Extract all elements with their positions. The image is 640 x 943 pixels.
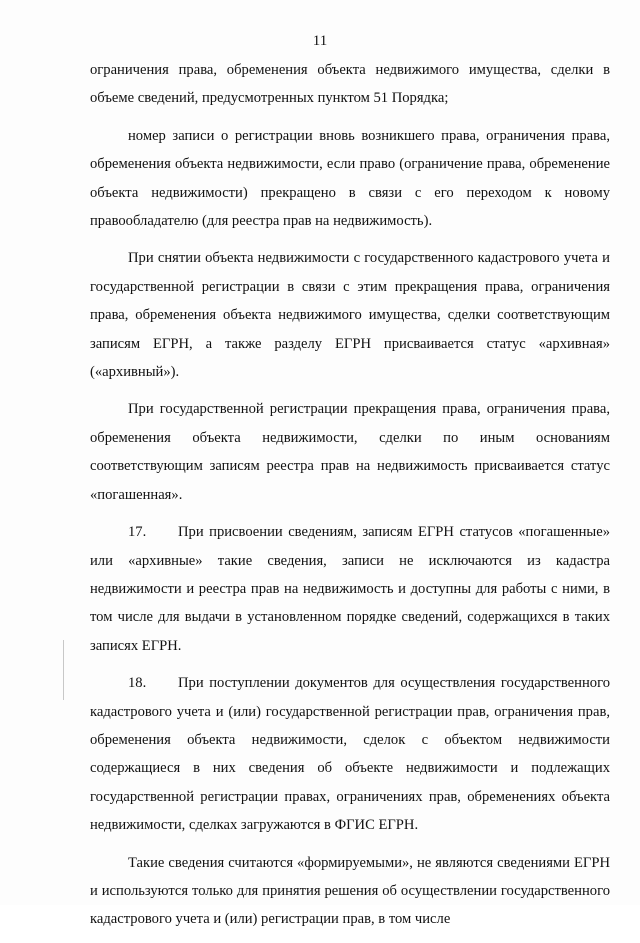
clause-number: 17. (128, 524, 147, 541)
clause-18 (90, 669, 610, 839)
paragraph-text: При поступлении документов для осуществления государственного кадастрового учета и (или) государственной регистрации прав, ограничения прав, обременения объекта недвижимости, сделок с объектом недвижимости содержащиеся в них сведения об объекте недвижимости и подлежащих государственной регистрации правах, ограничениях прав, обременениях объекта недвижимости, сделках загружаются в ФГИС ЕГРН. (90, 675, 610, 834)
document-body (90, 56, 610, 943)
paragraph-text: При присвоении сведениям, записям ЕГРН статусов «погашенные» или «архивные» такие сведения, записи не исключаются из кадастра недвижимости и реестра прав на недвижимость и доступны для работы с ними, в том числе для выдачи в установленном порядке сведений, содержащихся в таких записях ЕГРН. (90, 524, 610, 654)
paragraph-text: ограничения права, обременения объекта недвижимого имущества, сделки в объеме сведений, предусмотренных пунктом 51 Порядка; (90, 62, 610, 107)
paragraph-record-number (90, 122, 610, 236)
paragraph-text: При государственной регистрации прекращения права, ограничения права, обременения объекта недвижимости, сделки по иным основаниям соответствующим записям реестра прав на недвижимость присваивается статус «погашенная». (90, 401, 610, 503)
clause-17 (90, 518, 610, 660)
paragraph-formed-data (90, 849, 610, 934)
paragraph-text: номер записи о регистрации вновь возникшего права, ограничения права, обременения объекта недвижимости, если право (ограничение права, обременение объекта недвижимости) прекращено в связи с его переходом к новому правообладателю (для реестра прав на недвижимость). (90, 127, 610, 230)
paragraph-archive-status (90, 244, 610, 386)
paragraph-cancelled-status (90, 395, 610, 509)
scan-edge-mark (63, 640, 64, 700)
clause-number: 18. (128, 675, 147, 692)
page-number: 11 (312, 33, 328, 49)
paragraph-continuation (90, 56, 610, 113)
paragraph-text: Такие сведения считаются «формируемыми», не являются сведениями ЕГРН и используются только для принятия решения об осуществлении государственного кадастрового учета и (или) регистрации прав, в том числе (90, 854, 610, 928)
paragraph-text: При снятии объекта недвижимости с государственного кадастрового учета и государственной регистрации в связи с этим прекращения права, ограничения права, обременения объекта недвижимого имущества, сделки соответствующим записям ЕГРН, а также разделу ЕГРН присваивается статус «архивная» («архивный»). (90, 250, 610, 381)
